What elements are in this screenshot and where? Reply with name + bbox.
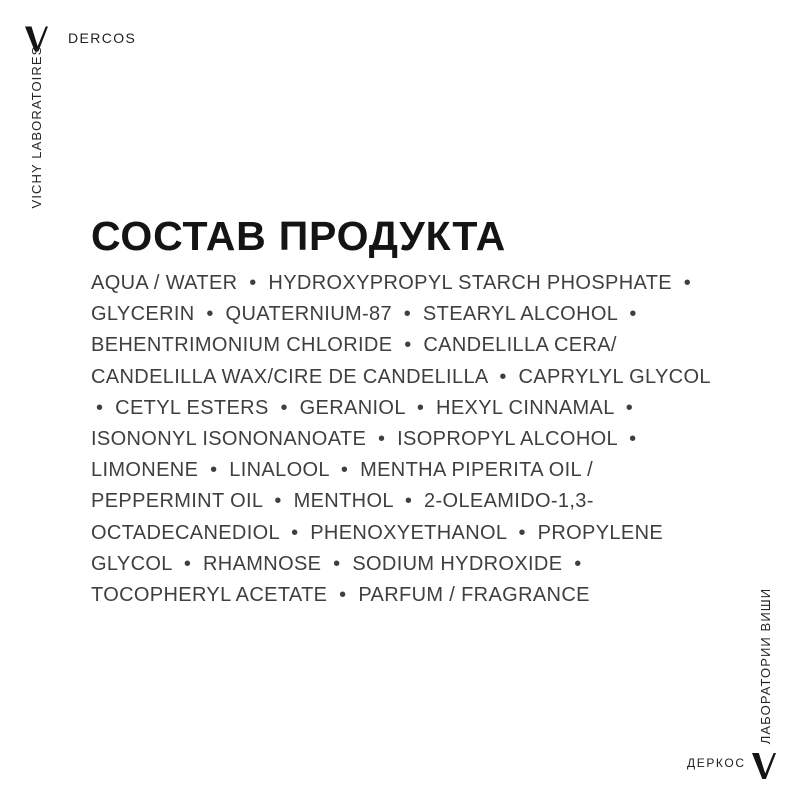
vichy-v-icon [752,752,776,780]
ingredient-line: LIMONENE • LINALOOL • MENTHA PIPERITA OIL / [91,459,594,482]
ingredient-line: • CETYL ESTERS • GERANIOL • HEXYL CINNAMAL • [96,396,634,419]
ingredient-line: GLYCERIN • QUATERNIUM-87 • STEARYL ALCOHOL • [91,303,637,326]
ingredient-line: AQUA / WATER • HYDROXYPROPYL STARCH PHOSPHATE • [91,272,692,294]
ingredient-line: CANDELILLA WAX/CIRE DE CANDELILLA • CAPRYLYL GLYCOL [91,365,711,388]
ingredient-line: GLYCOL • RHAMNOSE • SODIUM HYDROXIDE • [91,552,582,575]
ingredient-line: PEPPERMINT OIL • MENTHOL • 2-OLEAMIDO-1,3- [91,490,594,513]
vertical-text-laboratorii-vishi: ЛАБОРАТОРИИ ВИШИ [758,587,773,745]
ingredient-line: OCTADECANEDIOL • PHENOXYETHANOL • PROPYLENE [91,521,664,544]
ingredient-line: ISONONYL ISONONANOATE • ISOPROPYL ALCOHOL • [91,428,637,451]
footer-dercos-label: ДЕРКОС [687,756,746,770]
ingredients-list [91,268,731,611]
vertical-text-vichy-laboratoires: VICHY LABORATOIRES [29,45,44,209]
ingredient-line: BEHENTRIMONIUM CHLORIDE • CANDELILLA CERA/ [91,334,617,357]
vichy-v-logo-bottom [752,752,776,780]
page-title: СОСТАВ ПРОДУКТА [91,213,507,260]
brand-dercos-label: DERCOS [68,30,137,46]
ingredient-line: TOCOPHERYL ACETATE • PARFUM / FRAGRANCE [91,584,590,607]
